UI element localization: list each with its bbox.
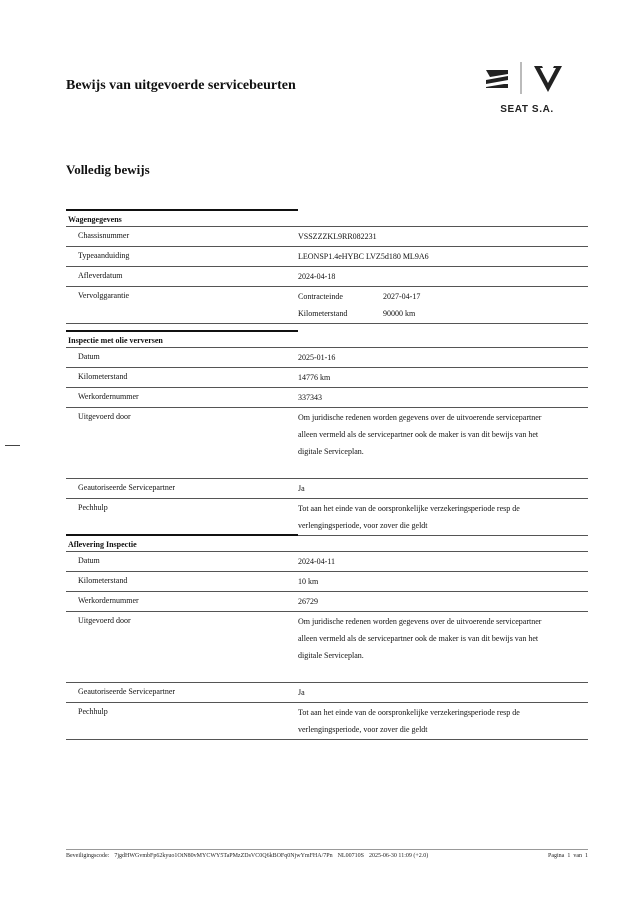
date-value: 2025-01-16 [298,353,336,362]
table-row [66,591,588,611]
table-row [66,551,588,571]
warranty-label: Vervolggarantie [78,291,130,300]
vehicle-heading: Wagengegevens [66,209,298,226]
page-total: 1 [585,853,588,859]
security-code-label: Beveiligingscode: [66,853,110,859]
page-label: Pagina [547,853,565,859]
oil-inspection-section [66,330,588,536]
table-row [66,246,588,266]
km-value: 14776 km [298,373,331,382]
performed-by-line: digitale Serviceplan. [298,651,364,660]
date-label: Datum [78,556,100,565]
km-label: Kilometerstand [78,576,128,585]
performed-by-value [298,612,588,682]
margin-mark [5,445,20,446]
km-value: 10 km [298,577,319,586]
table-row [66,682,588,702]
performed-by-value [298,408,588,478]
performed-by-line: alleen vermeld als de servicepartner ook de maker is van dit bewijs van het [298,430,539,439]
assistance-line: Tot aan het einde van de oorspronkelijke verzekeringsperiode resp de [298,504,520,513]
order-label: Werkordernummer [78,392,139,401]
seat-cupra-logo-icon [482,58,572,98]
warranty-mileage-label: Kilometerstand [298,309,348,318]
performed-by-line: Om juridische redenen worden gegevens over de uitvoerende servicepartner [298,413,542,422]
assistance-label: Pechhulp [78,503,108,512]
page-current: 1 [567,853,571,859]
authorized-partner-label: Geautoriseerde Servicepartner [78,687,176,696]
table-row [66,347,588,367]
vehicle-section [66,209,588,324]
km-label: Kilometerstand [78,372,128,381]
assistance-value [298,499,588,535]
delivery-date-value: 2024-04-18 [298,272,336,281]
warranty-mileage-value: 90000 km [383,309,416,318]
warranty-value [298,287,588,323]
delivery-inspection-section [66,534,588,740]
security-code: 7jgdHWGvmbFp62kyuo1OtN80vMYCWY5TaPMzZDsVC0Q6kBOFq0NjwYmFHA/7Pn [114,853,333,859]
table-row [66,611,588,682]
type-value: LEONSP1.4eHYBC LVZ5d180 ML9A6 [298,252,429,261]
table-row [66,571,588,591]
footer-divider [66,849,588,850]
order-value: 337343 [298,393,322,402]
authorized-partner-value: Ja [298,484,305,493]
section-title: Volledig bewijs [66,162,150,177]
contract-end-label: Contracteinde [298,292,343,301]
oil-inspection-heading: Inspectie met olie verversen [66,330,298,347]
table-row [66,407,588,478]
table-row [66,266,588,286]
contract-end-value: 2027-04-17 [383,292,421,301]
authorized-partner-value: Ja [298,688,305,697]
performed-by-line: Om juridische redenen worden gegevens over de uitvoerende servicepartner [298,617,542,626]
order-value: 26729 [298,597,318,606]
table-row [66,478,588,498]
type-label: Typeaanduiding [78,251,130,260]
order-label: Werkordernummer [78,596,139,605]
delivery-inspection-heading: Aflevering Inspectie [66,534,298,551]
brand-logo [482,58,572,120]
date-value: 2024-04-11 [298,557,336,566]
performed-by-line: digitale Serviceplan. [298,447,364,456]
document-code: NL00710S [337,853,364,859]
assistance-line: verlengingsperiode, voor zover die geldt [298,521,428,530]
page-of: van [573,853,582,859]
assistance-label: Pechhulp [78,707,108,716]
delivery-date-label: Afleverdatum [78,271,123,280]
brand-name: SEAT S.A. [500,104,554,115]
page-footer [66,853,588,859]
print-timestamp: 2025-06-30 11:09 (+2.0) [368,853,429,859]
table-row [66,387,588,407]
chassis-value: VSSZZZKL9RR082231 [298,232,377,241]
date-label: Datum [78,352,100,361]
assistance-line: verlengingsperiode, voor zover die geldt [298,725,428,734]
performed-by-label: Uitgevoerd door [78,412,131,421]
performed-by-label: Uitgevoerd door [78,616,131,625]
performed-by-line: alleen vermeld als de servicepartner ook de maker is van dit bewijs van het [298,634,539,643]
document-title: Bewijs van uitgevoerde servicebeurten [66,78,296,93]
table-row [66,367,588,387]
authorized-partner-label: Geautoriseerde Servicepartner [78,483,176,492]
assistance-value [298,703,588,739]
table-row [66,702,588,740]
chassis-label: Chassisnummer [78,231,130,240]
table-row [66,226,588,246]
table-row [66,498,588,536]
assistance-line: Tot aan het einde van de oorspronkelijke verzekeringsperiode resp de [298,708,520,717]
table-row [66,286,588,324]
